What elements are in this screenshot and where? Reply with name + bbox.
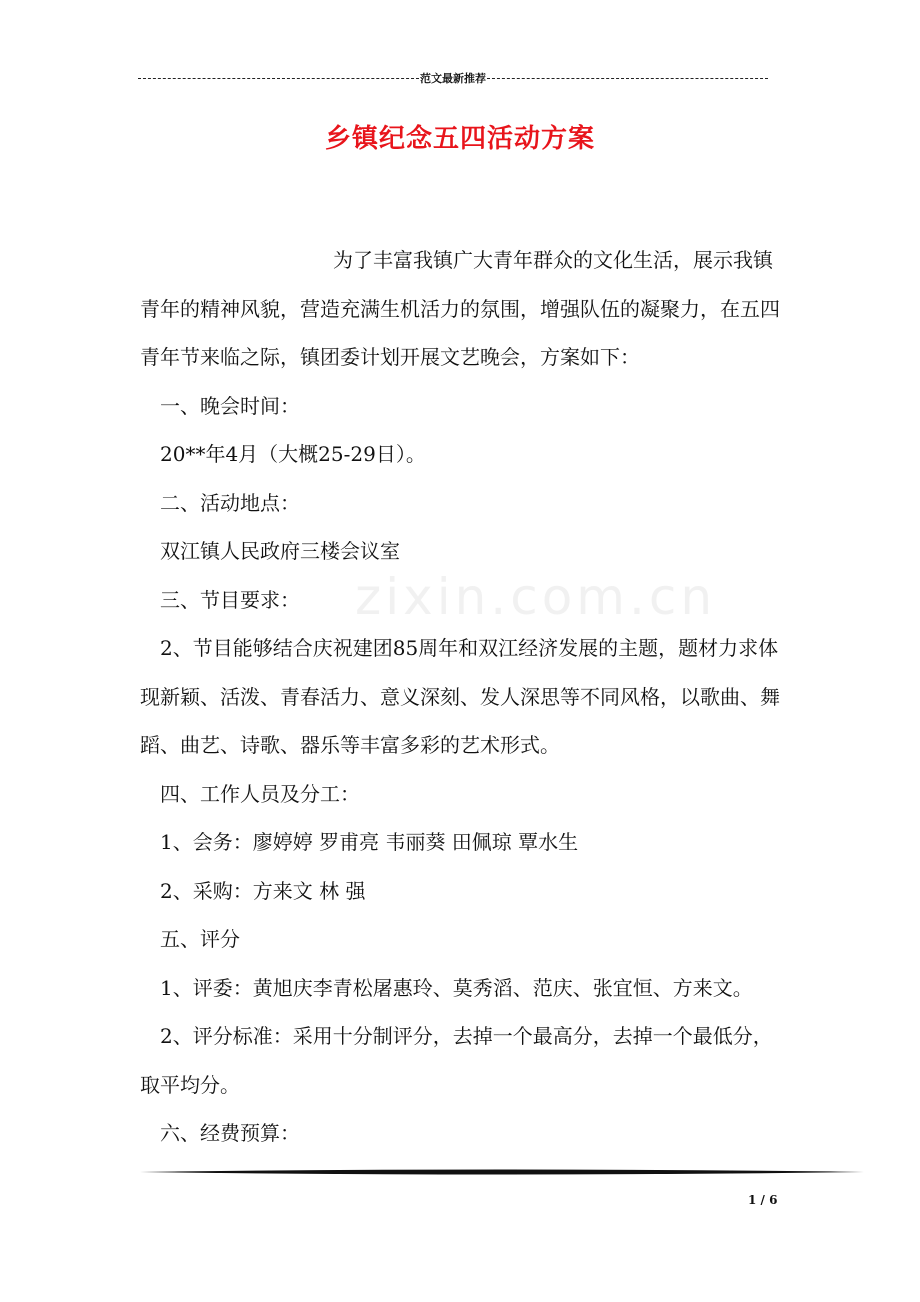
- staff-purchasing: 2、采购：方来文 林 强: [160, 878, 366, 903]
- time-detail: 20**年4月（大概25-29日）。: [160, 442, 426, 466]
- section-heading-staff: 四、工作人员及分工：: [160, 781, 360, 806]
- section-heading-time: 一、晚会时间：: [160, 393, 300, 418]
- location-detail: 双江镇人民政府三楼会议室: [160, 539, 400, 563]
- intro-paragraph: 为了丰富我镇广大青年群众的文化生活，展示我镇青年的精神风貌，营造充满生机活力的氛围，增强队伍的凝聚力，在五四青年节来临之际，镇团委计划开展文艺晚会，方案如下：: [140, 248, 780, 369]
- header-dash-right: [487, 78, 768, 79]
- section-heading-location: 二、活动地点：: [160, 490, 300, 515]
- section-heading-budget: 六、经费预算：: [160, 1121, 300, 1145]
- header-label: 范文最新推荐: [420, 72, 486, 85]
- document-body: [140, 236, 790, 1158]
- watermark: zixin.com.cn: [355, 568, 717, 626]
- header-dash-left: [138, 78, 419, 79]
- program-detail: 2、节目能够结合庆祝建团85周年和双江经济发展的主题，题材力求体现新颖、活泼、青春活力、意义深刻、发人深思等不同风格，以歌曲、舞蹈、曲艺、诗歌、器乐等丰富多彩的艺术形式。: [140, 636, 780, 757]
- scoring-judges: 1、评委：黄旭庆李青松屠惠玲、莫秀滔、范庆、张宜恒、方来文。: [160, 975, 753, 1000]
- footer-divider: [140, 1164, 864, 1180]
- document-title: 乡镇纪念五四活动方案: [324, 124, 595, 154]
- header-rule: [138, 68, 768, 88]
- section-heading-program: 三、节目要求：: [160, 587, 300, 612]
- scoring-standard: 2、评分标准：采用十分制评分，去掉一个最高分，去掉一个最低分，取平均分。: [140, 1024, 773, 1097]
- section-heading-scoring: 五、评分: [160, 927, 240, 951]
- staff-affairs: 1、会务：廖婷婷 罗甫亮 韦丽葵 田佩琼 覃水生: [160, 830, 579, 854]
- page-number: 1 / 6: [748, 1193, 778, 1207]
